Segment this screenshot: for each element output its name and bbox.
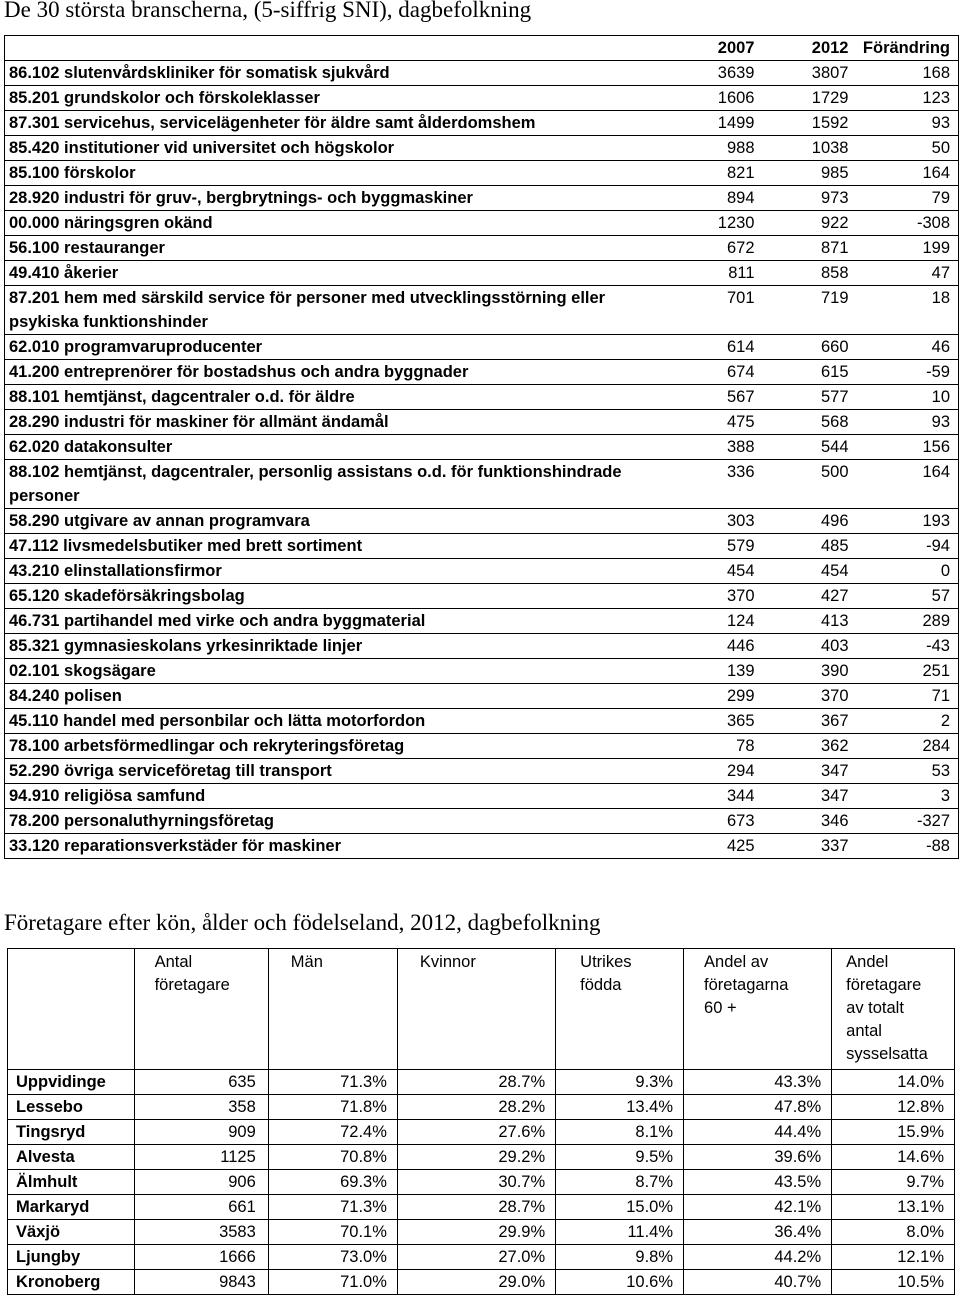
value-cell: 370	[670, 584, 763, 609]
value-cell: 156	[857, 435, 959, 460]
value-cell: 3	[857, 784, 959, 809]
value-cell: 193	[857, 509, 959, 534]
municipality-label: Ljungby	[8, 1245, 135, 1270]
industry-label: 85.201 grundskolor och förskoleklasser	[5, 86, 670, 111]
header-cell: Förändring	[857, 36, 959, 61]
header-label: Antal företagare	[154, 953, 230, 994]
value-cell: 485	[763, 534, 857, 559]
industry-label: 02.101 skogsägare	[5, 659, 670, 684]
value-cell: 11.4%	[556, 1220, 684, 1245]
value-cell: 365	[670, 709, 763, 734]
table-row	[5, 509, 959, 534]
value-cell: 674	[670, 360, 763, 385]
value-cell: 347	[763, 784, 857, 809]
value-cell: 660	[763, 335, 857, 360]
value-cell: 71.0%	[268, 1270, 397, 1295]
header-cell	[832, 949, 955, 1070]
value-cell: 284	[857, 734, 959, 759]
municipality-label: Tingsryd	[8, 1120, 135, 1145]
value-cell: 43.5%	[684, 1170, 832, 1195]
value-cell: 44.2%	[684, 1245, 832, 1270]
value-cell: 164	[857, 161, 959, 186]
table-row	[5, 584, 959, 609]
value-cell: 73.0%	[268, 1245, 397, 1270]
table-row	[8, 1145, 955, 1170]
municipality-label: Alvesta	[8, 1145, 135, 1170]
industry-label: 94.910 religiösa samfund	[5, 784, 670, 809]
value-cell: -43	[857, 634, 959, 659]
industry-label: 43.210 elinstallationsfirmor	[5, 559, 670, 584]
value-cell: 299	[670, 684, 763, 709]
value-cell: -88	[857, 834, 959, 859]
value-cell: 973	[763, 186, 857, 211]
table-row	[5, 534, 959, 559]
industry-label: 52.290 övriga serviceföretag till transport	[5, 759, 670, 784]
value-cell: 9.8%	[556, 1245, 684, 1270]
value-cell: 10.6%	[556, 1270, 684, 1295]
table-row	[5, 609, 959, 634]
value-cell: 988	[670, 136, 763, 161]
table-row	[5, 734, 959, 759]
industry-label: 84.240 polisen	[5, 684, 670, 709]
header-cell	[397, 949, 555, 1070]
value-cell: -308	[857, 211, 959, 236]
value-cell: 294	[670, 759, 763, 784]
industry-label: 41.200 entreprenörer för bostadshus och andra byggnader	[5, 360, 670, 385]
value-cell: 811	[670, 261, 763, 286]
value-cell: 871	[763, 236, 857, 261]
value-cell: 344	[670, 784, 763, 809]
value-cell: 28.2%	[397, 1095, 555, 1120]
value-cell: 1592	[763, 111, 857, 136]
value-cell: 568	[763, 410, 857, 435]
table-row	[5, 410, 959, 435]
value-cell: 3639	[670, 61, 763, 86]
industry-label: 78.200 personaluthyrningsföretag	[5, 809, 670, 834]
value-cell: 15.0%	[556, 1195, 684, 1220]
table-row	[8, 1220, 955, 1245]
value-cell: 8.1%	[556, 1120, 684, 1145]
header-cell	[684, 949, 832, 1070]
table-row	[5, 61, 959, 86]
industry-label: 85.321 gymnasieskolans yrkesinriktade linjer	[5, 634, 670, 659]
table-row	[5, 161, 959, 186]
value-cell: 362	[763, 734, 857, 759]
value-cell: 2	[857, 709, 959, 734]
header-cell: 2007	[670, 36, 763, 61]
value-cell: 168	[857, 61, 959, 86]
value-cell: 894	[670, 186, 763, 211]
value-cell: 39.6%	[684, 1145, 832, 1170]
value-cell: 336	[670, 460, 763, 509]
entrepreneurs-table	[7, 948, 955, 1295]
industry-label: 88.102 hemtjänst, dagcentraler, personlig assistans o.d. för funktionshindrade personer	[5, 460, 670, 509]
value-cell: 672	[670, 236, 763, 261]
table-row	[8, 1070, 955, 1095]
municipality-label: Uppvidinge	[8, 1070, 135, 1095]
table-row	[8, 1270, 955, 1295]
industry-label: 45.110 handel med personbilar och lätta motorfordon	[5, 709, 670, 734]
value-cell: 567	[670, 385, 763, 410]
table-row	[8, 1245, 955, 1270]
table-row	[5, 435, 959, 460]
value-cell: 9.5%	[556, 1145, 684, 1170]
industry-label: 85.420 institutioner vid universitet och högskolor	[5, 136, 670, 161]
header-cell	[268, 949, 397, 1070]
value-cell: 922	[763, 211, 857, 236]
value-cell: 909	[134, 1120, 268, 1145]
value-cell: 1729	[763, 86, 857, 111]
value-cell: -327	[857, 809, 959, 834]
table-row	[8, 1170, 955, 1195]
header-label: Män	[290, 953, 323, 971]
value-cell: 9.7%	[832, 1170, 955, 1195]
value-cell: 29.0%	[397, 1270, 555, 1295]
value-cell: 139	[670, 659, 763, 684]
value-cell: 30.7%	[397, 1170, 555, 1195]
value-cell: 40.7%	[684, 1270, 832, 1295]
value-cell: 164	[857, 460, 959, 509]
table-row	[8, 1095, 955, 1120]
value-cell: 577	[763, 385, 857, 410]
value-cell: 9843	[134, 1270, 268, 1295]
value-cell: 12.1%	[832, 1245, 955, 1270]
table-row	[5, 659, 959, 684]
value-cell: 475	[670, 410, 763, 435]
value-cell: 289	[857, 609, 959, 634]
value-cell: 413	[763, 609, 857, 634]
value-cell: 78	[670, 734, 763, 759]
industry-label: 86.102 slutenvårdskliniker för somatisk sjukvård	[5, 61, 670, 86]
value-cell: 70.8%	[268, 1145, 397, 1170]
value-cell: 1606	[670, 86, 763, 111]
value-cell: 500	[763, 460, 857, 509]
value-cell: 13.4%	[556, 1095, 684, 1120]
value-cell: -59	[857, 360, 959, 385]
value-cell: -94	[857, 534, 959, 559]
value-cell: 303	[670, 509, 763, 534]
value-cell: 29.2%	[397, 1145, 555, 1170]
value-cell: 1230	[670, 211, 763, 236]
value-cell: 347	[763, 759, 857, 784]
industry-label: 58.290 utgivare av annan programvara	[5, 509, 670, 534]
table-row	[5, 559, 959, 584]
value-cell: 454	[763, 559, 857, 584]
value-cell: 18	[857, 286, 959, 335]
value-cell: 358	[134, 1095, 268, 1120]
value-cell: 42.1%	[684, 1195, 832, 1220]
value-cell: 719	[763, 286, 857, 335]
industry-label: 62.010 programvaruproducenter	[5, 335, 670, 360]
industry-label: 28.290 industri för maskiner för allmänt ändamål	[5, 410, 670, 435]
value-cell: 1499	[670, 111, 763, 136]
municipality-label: Kronoberg	[8, 1270, 135, 1295]
header-label: Andel av företagarna 60 +	[704, 953, 789, 1017]
industry-label: 87.201 hem med särskild service för personer med utvecklingsstörning eller psykiska funktionshinder	[5, 286, 670, 335]
industry-label: 56.100 restauranger	[5, 236, 670, 261]
value-cell: 425	[670, 834, 763, 859]
value-cell: 47.8%	[684, 1095, 832, 1120]
value-cell: 0	[857, 559, 959, 584]
value-cell: 28.7%	[397, 1070, 555, 1095]
value-cell: 1038	[763, 136, 857, 161]
value-cell: 427	[763, 584, 857, 609]
value-cell: 71.3%	[268, 1195, 397, 1220]
header-blank	[8, 949, 135, 1070]
industry-label: 33.120 reparationsverkstäder för maskiner	[5, 834, 670, 859]
value-cell: 673	[670, 809, 763, 834]
industry-label: 00.000 näringsgren okänd	[5, 211, 670, 236]
value-cell: 93	[857, 410, 959, 435]
industry-label: 28.920 industri för gruv-, bergbrytnings- och byggmaskiner	[5, 186, 670, 211]
value-cell: 27.0%	[397, 1245, 555, 1270]
value-cell: 71.3%	[268, 1070, 397, 1095]
table-row	[5, 460, 959, 509]
value-cell: 43.3%	[684, 1070, 832, 1095]
municipality-label: Lessebo	[8, 1095, 135, 1120]
header-label: Kvinnor	[419, 953, 476, 971]
value-cell: 614	[670, 335, 763, 360]
value-cell: 199	[857, 236, 959, 261]
value-cell: 661	[134, 1195, 268, 1220]
value-cell: 53	[857, 759, 959, 784]
header-cell	[134, 949, 268, 1070]
value-cell: 544	[763, 435, 857, 460]
table-header-row	[5, 36, 959, 61]
table-row	[5, 286, 959, 335]
value-cell: 27.6%	[397, 1120, 555, 1145]
value-cell: 70.1%	[268, 1220, 397, 1245]
header-cell	[556, 949, 684, 1070]
table-row	[5, 335, 959, 360]
value-cell: 8.7%	[556, 1170, 684, 1195]
value-cell: 367	[763, 709, 857, 734]
value-cell: 79	[857, 186, 959, 211]
header-cell: 2012	[763, 36, 857, 61]
value-cell: 29.9%	[397, 1220, 555, 1245]
value-cell: 615	[763, 360, 857, 385]
table-row	[5, 834, 959, 859]
table-row	[5, 111, 959, 136]
value-cell: 15.9%	[832, 1120, 955, 1145]
table2-title: Företagare efter kön, ålder och födelseland, 2012, dagbefolkning	[4, 910, 601, 935]
value-cell: 579	[670, 534, 763, 559]
header-label: Andel företagare av totalt antal sysselsatta	[846, 953, 928, 1063]
value-cell: 124	[670, 609, 763, 634]
industry-label: 46.731 partihandel med virke och andra byggmaterial	[5, 609, 670, 634]
value-cell: 985	[763, 161, 857, 186]
value-cell: 69.3%	[268, 1170, 397, 1195]
value-cell: 1666	[134, 1245, 268, 1270]
table-row	[8, 1120, 955, 1145]
value-cell: 337	[763, 834, 857, 859]
value-cell: 10	[857, 385, 959, 410]
value-cell: 12.8%	[832, 1095, 955, 1120]
value-cell: 370	[763, 684, 857, 709]
value-cell: 635	[134, 1070, 268, 1095]
value-cell: 50	[857, 136, 959, 161]
value-cell: 14.6%	[832, 1145, 955, 1170]
table-row	[5, 709, 959, 734]
value-cell: 1125	[134, 1145, 268, 1170]
industries-table	[4, 35, 959, 859]
value-cell: 71.8%	[268, 1095, 397, 1120]
table-row	[5, 261, 959, 286]
industry-label: 65.120 skadeförsäkringsbolag	[5, 584, 670, 609]
value-cell: 93	[857, 111, 959, 136]
value-cell: 906	[134, 1170, 268, 1195]
value-cell: 454	[670, 559, 763, 584]
municipality-label: Markaryd	[8, 1195, 135, 1220]
industry-label: 87.301 servicehus, servicelägenheter för äldre samt ålderdomshem	[5, 111, 670, 136]
value-cell: 858	[763, 261, 857, 286]
table-row	[5, 759, 959, 784]
value-cell: 13.1%	[832, 1195, 955, 1220]
municipality-label: Älmhult	[8, 1170, 135, 1195]
value-cell: 47	[857, 261, 959, 286]
value-cell: 10.5%	[832, 1270, 955, 1295]
industry-label: 78.100 arbetsförmedlingar och rekryteringsföretag	[5, 734, 670, 759]
table1-title: De 30 största branscherna, (5-siffrig SNI), dagbefolkning	[4, 0, 532, 22]
industry-label: 85.100 förskolor	[5, 161, 670, 186]
table-row	[5, 236, 959, 261]
value-cell: 251	[857, 659, 959, 684]
value-cell: 123	[857, 86, 959, 111]
value-cell: 71	[857, 684, 959, 709]
table-row	[5, 634, 959, 659]
table-row	[5, 360, 959, 385]
industry-label: 47.112 livsmedelsbutiker med brett sortiment	[5, 534, 670, 559]
value-cell: 496	[763, 509, 857, 534]
value-cell: 9.3%	[556, 1070, 684, 1095]
municipality-label: Växjö	[8, 1220, 135, 1245]
industry-label: 88.101 hemtjänst, dagcentraler o.d. för äldre	[5, 385, 670, 410]
value-cell: 57	[857, 584, 959, 609]
value-cell: 8.0%	[832, 1220, 955, 1245]
table-row	[5, 86, 959, 111]
value-cell: 821	[670, 161, 763, 186]
table-row	[5, 684, 959, 709]
industry-label: 49.410 åkerier	[5, 261, 670, 286]
table-row	[5, 186, 959, 211]
value-cell: 446	[670, 634, 763, 659]
value-cell: 346	[763, 809, 857, 834]
table-row	[8, 1195, 955, 1220]
table-row	[5, 136, 959, 161]
value-cell: 28.7%	[397, 1195, 555, 1220]
header-blank	[5, 36, 670, 61]
table-row	[5, 809, 959, 834]
value-cell: 390	[763, 659, 857, 684]
value-cell: 701	[670, 286, 763, 335]
value-cell: 403	[763, 634, 857, 659]
value-cell: 44.4%	[684, 1120, 832, 1145]
value-cell: 46	[857, 335, 959, 360]
table-row	[5, 385, 959, 410]
table-row	[5, 211, 959, 236]
value-cell: 388	[670, 435, 763, 460]
table-row	[5, 784, 959, 809]
header-label: Utrikes födda	[580, 953, 632, 994]
table-header-row	[8, 949, 955, 1070]
value-cell: 36.4%	[684, 1220, 832, 1245]
value-cell: 3807	[763, 61, 857, 86]
value-cell: 14.0%	[832, 1070, 955, 1095]
value-cell: 3583	[134, 1220, 268, 1245]
industry-label: 62.020 datakonsulter	[5, 435, 670, 460]
value-cell: 72.4%	[268, 1120, 397, 1145]
